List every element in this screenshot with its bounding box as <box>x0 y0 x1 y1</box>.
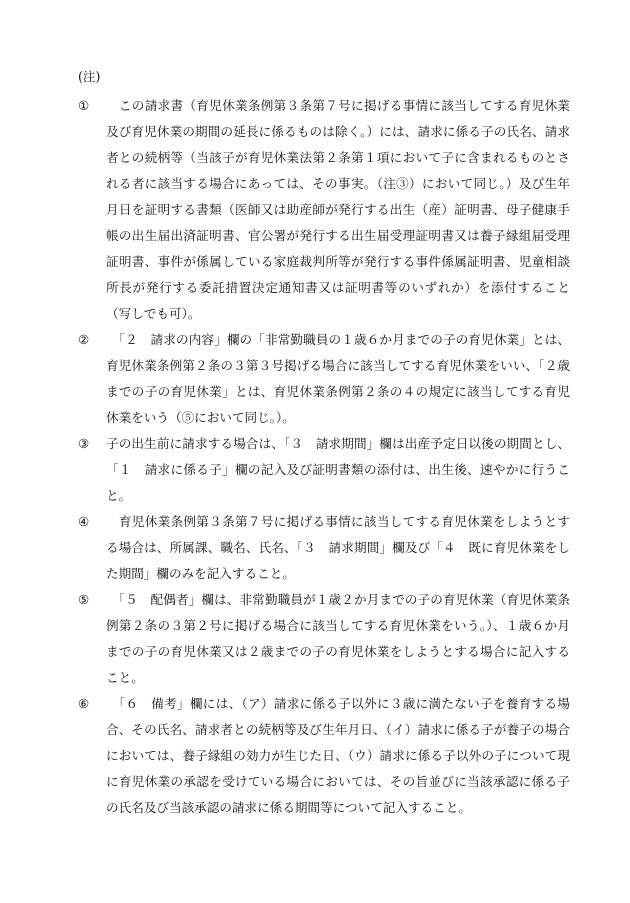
note-6-number: ⑥ <box>78 696 90 711</box>
note-2 <box>78 327 570 431</box>
note-5 <box>78 587 570 691</box>
note-3-number: ③ <box>78 436 90 451</box>
notes-heading: (注) <box>78 69 101 84</box>
note-4 <box>78 509 570 587</box>
note-3 <box>78 431 570 509</box>
note-5-number: ⑤ <box>78 592 90 607</box>
note-4-text: 育児休業条例第３条第７号に掲げる事情に該当してする育児休業をしようとする場合は、所属課、職名、氏名、「３ 請求期間」欄及び「４ 既に育児休業をした期間」欄のみを記入すること。 <box>106 514 570 581</box>
note-2-text: 「２ 請求の内容」欄の「非常勤職員の１歳６か月までの子の育児休業」とは、育児休業条例第２条の３第３号掲げる場合に該当してする育児休業をいい、「２歳までの子の育児休業」とは、育児休業条例第２条の４の規定に該当してする育児休業をいう（⑤において同じ。）。 <box>106 332 570 425</box>
note-6-text: 「６ 備考」欄には、（ア）請求に係る子以外に３歳に満たない子を養育する場合、その氏名、請求者との続柄等及び生年月日、（イ）請求に係る子が養子の場合においては、養子縁組の効力が生じた日、（ウ）請求に係る子以外の子について現に育児休業の承認を受けている場合においては、その旨並びに当該承認に係る子の氏名及び当該承認の請求に係る期間等について記入すること。 <box>106 696 570 815</box>
note-6 <box>78 691 570 821</box>
note-4-number: ④ <box>78 514 90 529</box>
note-1-number: ① <box>78 98 90 113</box>
note-1 <box>78 93 570 327</box>
note-5-text: 「５ 配偶者」欄は、非常勤職員が１歳２か月までの子の育児休業（育児休業条例第２条の３第２号に掲げる場合に該当してする育児休業をいう。）、１歳６か月までの子の育児休業又は２歳までの子の育児休業をしようとする場合に記入すること。 <box>106 592 570 685</box>
note-1-text: この請求書（育児休業条例第３条第７号に掲げる事情に該当してする育児休業及び育児休業の期間の延長に係るものは除く。）には、請求に係る子の氏名、請求者との続柄等（当該子が育児休業法第２条第１項において子に含まれるものとされる者に該当する場合にあっては、その事実。（注③）において同じ。）及び生年月日を証明する書類（医師又は助産師が発行する出生（産）証明書、母子健康手帳の出生届出済証明書、官公署が発行する出生届受理証明書又は養子縁組届受理証明書、事件が係属している家庭裁判所等が発行する事件係属証明書、児童相談所長が発行する委託措置決定通知書又は証明書等のいずれか）を添付すること（写しでも可）。 <box>106 98 570 321</box>
note-3-text: 子の出生前に請求する場合は、「３ 請求期間」欄は出産予定日以後の期間とし、「１ 請求に係る子」欄の記入及び証明書類の添付は、出生後、速やかに行うこと。 <box>106 436 570 503</box>
note-2-number: ② <box>78 332 90 347</box>
